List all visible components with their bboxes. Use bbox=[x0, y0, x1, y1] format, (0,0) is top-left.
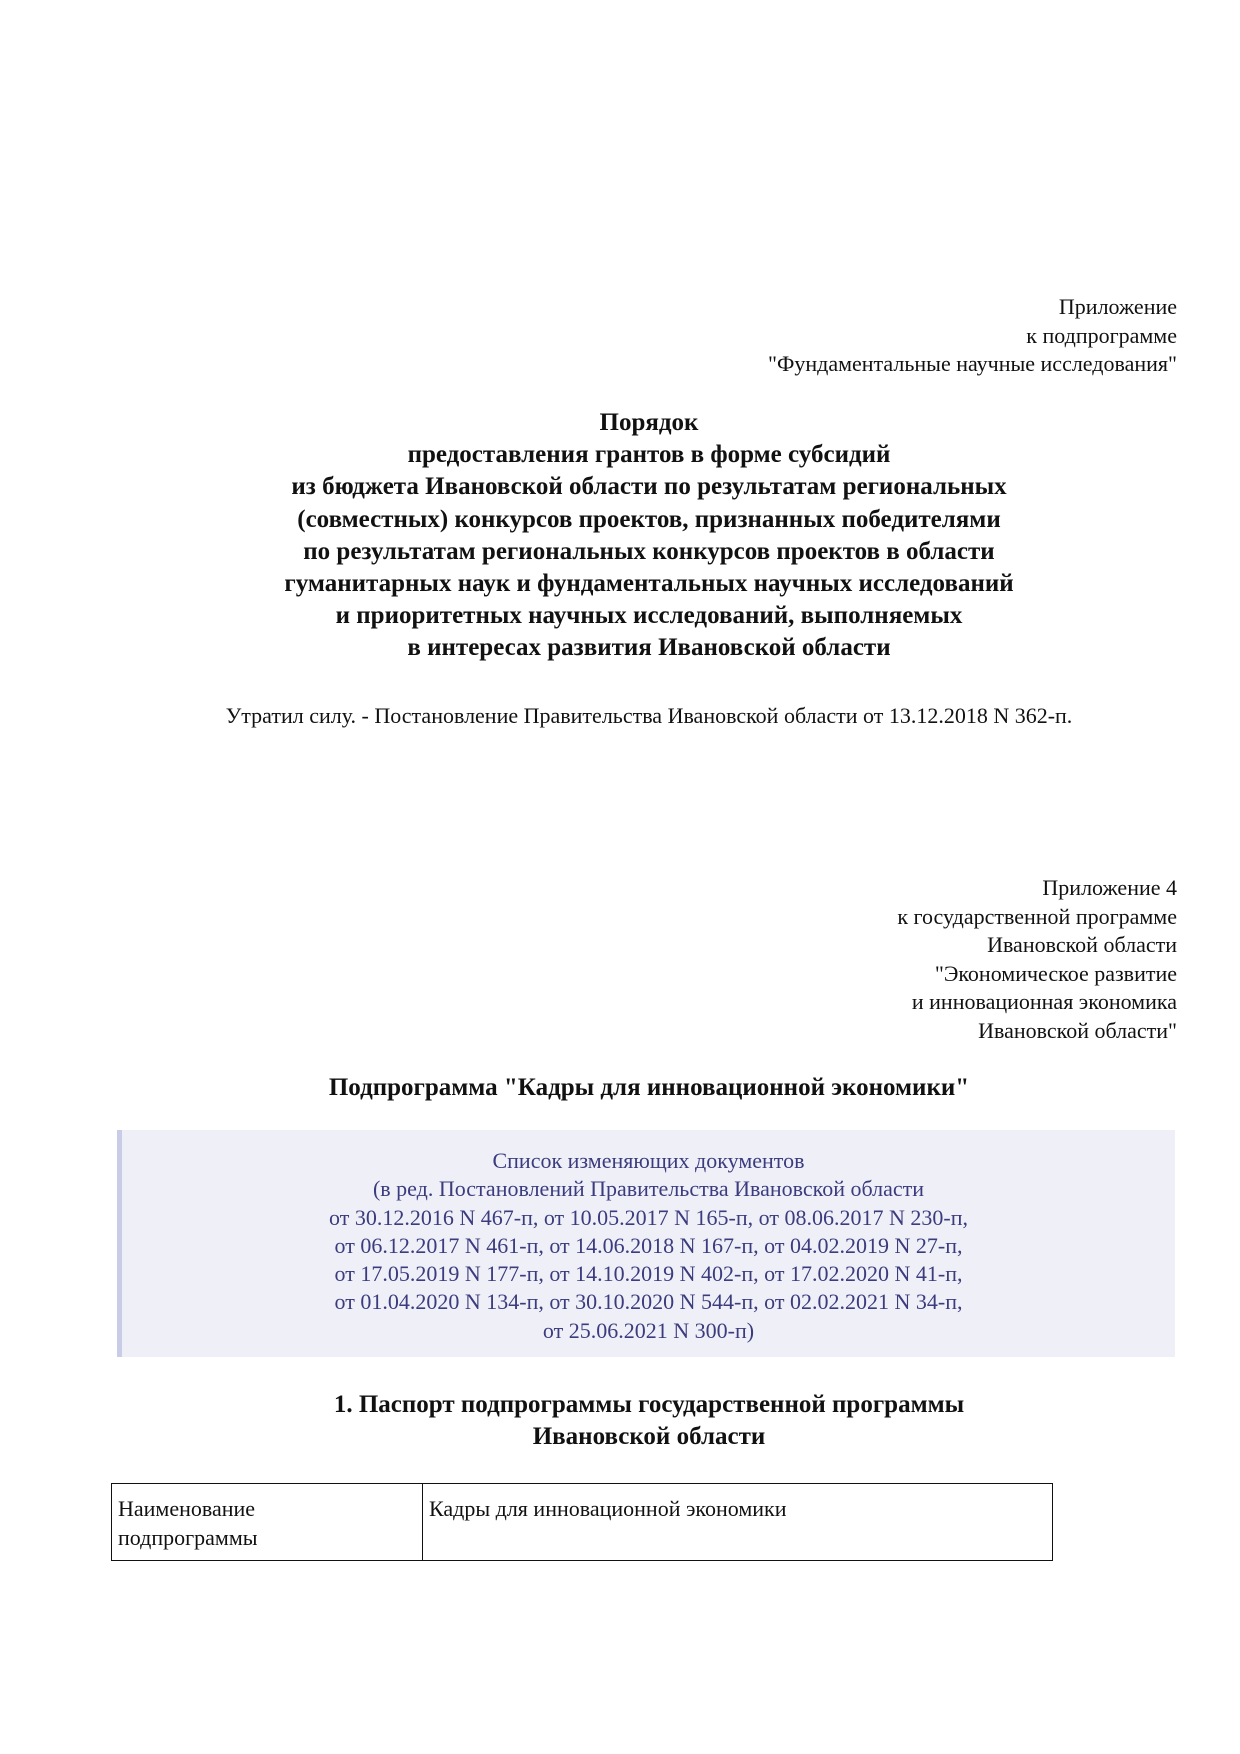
table-row bbox=[112, 1484, 1053, 1561]
amendments-line[interactable]: от 17.05.2019 N 177-п, от 14.10.2019 N 402-п, от 17.02.2020 N 41-п, bbox=[334, 1261, 963, 1287]
amendments-line[interactable]: от 30.12.2016 N 467-п, от 10.05.2017 N 165-п, от 08.06.2017 N 230-п, bbox=[329, 1204, 968, 1230]
annex-4-header bbox=[897, 874, 1177, 1045]
annex-top-line: к подпрограмме bbox=[1026, 322, 1177, 348]
annex-4-line: и инновационная экономика bbox=[911, 989, 1177, 1014]
subprogram-title: Подпрограмма "Кадры для инновационной экономики" bbox=[328, 1074, 970, 1101]
table-label-line: подпрограммы bbox=[118, 1525, 258, 1550]
annex-4-line: "Экономическое развитие bbox=[934, 960, 1177, 986]
repealed-note: Утратил силу. - Постановление Правительства Ивановской области от 13.12.2018 N 362-п. bbox=[225, 703, 1073, 728]
passport-title-line: Ивановской области bbox=[532, 1423, 766, 1451]
passport-title-line: 1. Паспорт подпрограммы государственной программы bbox=[333, 1391, 965, 1418]
table-value-cell: Кадры для инновационной экономики bbox=[423, 1484, 1053, 1561]
order-title bbox=[0, 407, 1240, 665]
order-title-line: по результатам региональных конкурсов проектов в области bbox=[303, 537, 995, 565]
passport-title bbox=[0, 1389, 1240, 1453]
order-title-line: Порядок bbox=[599, 409, 699, 436]
table-label-line: Наименование bbox=[118, 1496, 256, 1521]
annex-4-line: Ивановской области bbox=[987, 932, 1177, 957]
annex-4-line: к государственной программе bbox=[897, 903, 1177, 929]
annex-4-line: Ивановской области" bbox=[978, 1017, 1177, 1043]
annex-top-header bbox=[768, 293, 1177, 379]
order-title-line: в интересах развития Ивановской области bbox=[407, 634, 891, 662]
order-title-line: из бюджета Ивановской области по результатам региональных bbox=[291, 473, 1007, 501]
amendments-line[interactable]: от 06.12.2017 N 461-п, от 14.06.2018 N 167-п, от 04.02.2019 N 27-п, bbox=[334, 1232, 963, 1258]
order-title-line: (совместных) конкурсов проектов, признанных победителями bbox=[297, 505, 1001, 533]
table-label-cell bbox=[112, 1484, 423, 1561]
amendments-line[interactable]: от 01.04.2020 N 134-п, от 30.10.2020 N 544-п, от 02.02.2021 N 34-п, bbox=[334, 1289, 963, 1315]
amendments-heading: Список изменяющих документов bbox=[492, 1148, 805, 1173]
order-title-line: и приоритетных научных исследований, выполняемых bbox=[335, 602, 963, 630]
order-title-line: гуманитарных наук и фундаментальных научных исследований bbox=[284, 570, 1014, 598]
amendments-line[interactable]: от 25.06.2021 N 300-п) bbox=[542, 1317, 755, 1343]
annex-top-line: "Фундаментальные научные исследования" bbox=[768, 351, 1177, 376]
annex-4-line: Приложение 4 bbox=[1042, 875, 1177, 900]
amendments-box bbox=[117, 1130, 1175, 1357]
amendments-line[interactable]: (в ред. Постановлений Правительства Ивановской области bbox=[372, 1176, 925, 1202]
passport-table bbox=[111, 1483, 1053, 1561]
annex-top-line: Приложение bbox=[1058, 294, 1177, 319]
order-title-line: предоставления грантов в форме субсидий bbox=[407, 441, 891, 469]
